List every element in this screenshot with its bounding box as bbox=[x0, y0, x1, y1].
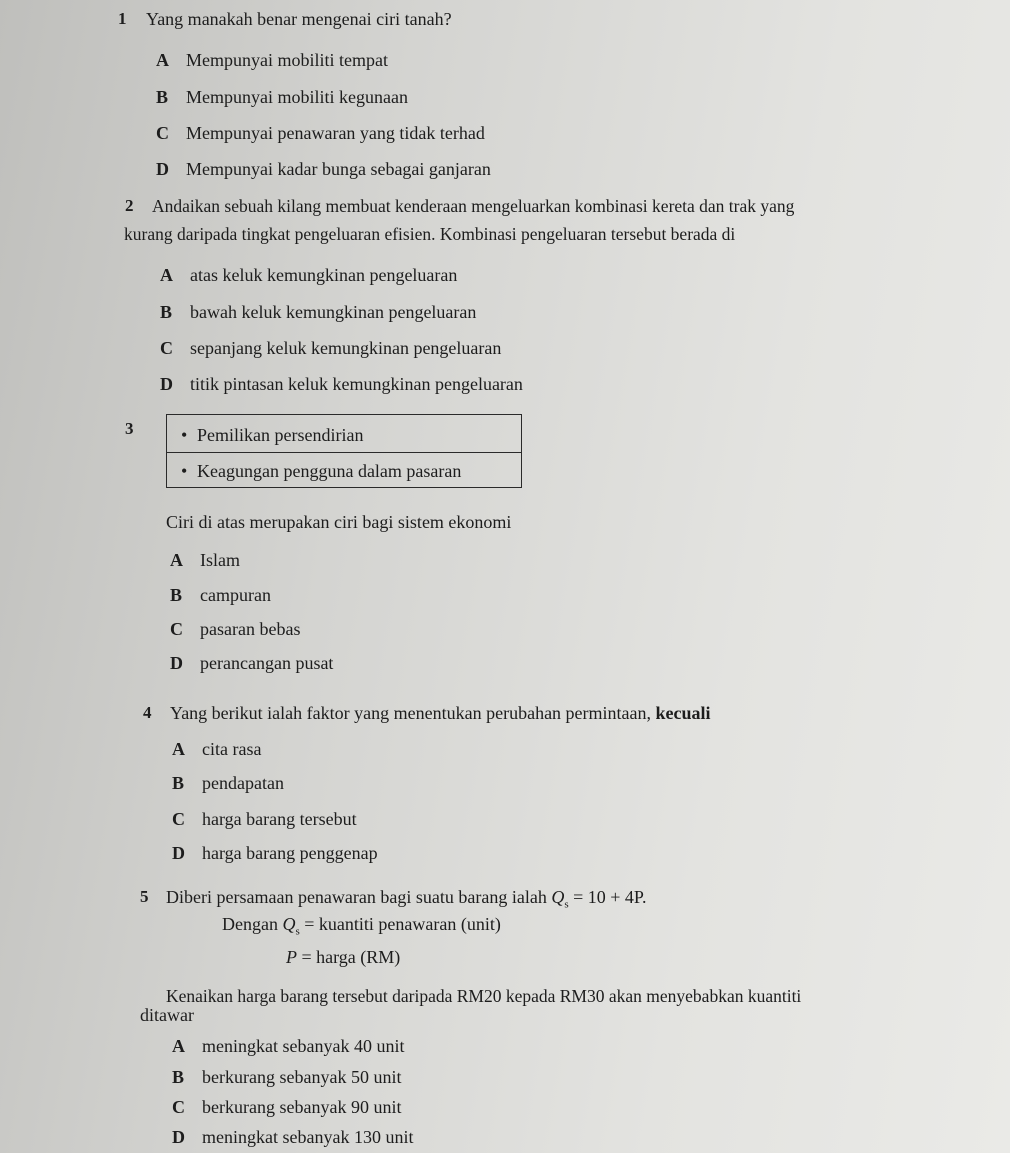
option-text: campuran bbox=[200, 585, 271, 605]
q4-option-b[interactable] bbox=[172, 772, 284, 794]
option-letter: C bbox=[156, 123, 169, 143]
option-text: Mempunyai mobiliti tempat bbox=[186, 50, 388, 70]
q5-option-c[interactable] bbox=[172, 1096, 401, 1118]
option-text: berkurang sebanyak 90 unit bbox=[202, 1097, 402, 1117]
definition-p-text: = harga (RM) bbox=[301, 947, 401, 967]
option-text: titik pintasan keluk kemungkinan pengeluaran bbox=[190, 374, 523, 394]
q1-option-b[interactable] bbox=[156, 86, 408, 108]
option-text: bawah keluk kemungkinan pengeluaran bbox=[190, 302, 477, 322]
feature-bullet-1 bbox=[181, 424, 363, 446]
q3-option-b[interactable] bbox=[170, 584, 271, 606]
option-text: atas keluk kemungkinan pengeluaran bbox=[190, 265, 458, 285]
q4-option-c[interactable] bbox=[172, 808, 357, 830]
definition-line-1 bbox=[222, 913, 501, 943]
option-letter: B bbox=[172, 773, 185, 793]
bullet-dot: • bbox=[181, 461, 188, 481]
question-3-text: Ciri di atas merupakan ciri bagi sistem ekonomi bbox=[166, 512, 512, 532]
option-letter: A bbox=[172, 1036, 185, 1056]
option-letter: B bbox=[156, 87, 169, 107]
definition-subscript: s bbox=[295, 925, 300, 938]
option-letter: A bbox=[172, 739, 185, 759]
question-5-number: 5 bbox=[140, 887, 149, 906]
question-5-text-main: Diberi persamaan penawaran bagi suatu barang ialah bbox=[166, 887, 547, 907]
feature-bullet-2 bbox=[181, 460, 461, 482]
q4-option-d[interactable] bbox=[172, 842, 378, 864]
option-text: Mempunyai kadar bunga sebagai ganjaran bbox=[186, 159, 491, 179]
question-3-number: 3 bbox=[125, 419, 134, 438]
question-4-text-main: Yang berikut ialah faktor yang menentukan perubahan permintaan, bbox=[170, 703, 652, 723]
question-2-text-line2: kurang daripada tingkat pengeluaran efisien. Kombinasi pengeluaran tersebut berada di bbox=[124, 224, 736, 244]
dengan-label: Dengan bbox=[222, 914, 278, 934]
question-1-number: 1 bbox=[118, 9, 127, 28]
q2-option-a[interactable] bbox=[160, 264, 457, 286]
option-text: Mempunyai penawaran yang tidak terhad bbox=[186, 123, 485, 143]
question-2-text-line1: Andaikan sebuah kilang membuat kenderaan mengeluarkan kombinasi kereta dan trak yang bbox=[152, 196, 795, 216]
option-text: Mempunyai mobiliti kegunaan bbox=[186, 87, 408, 107]
q5-option-d[interactable] bbox=[172, 1126, 413, 1148]
option-text: harga barang tersebut bbox=[202, 809, 357, 829]
question-5-text2-line1: Kenaikan harga barang tersebut daripada RM20 kepada RM30 akan menyebabkan kuantiti bbox=[166, 986, 802, 1006]
option-letter: A bbox=[156, 50, 169, 70]
option-text: Islam bbox=[200, 550, 240, 570]
option-letter: D bbox=[170, 653, 183, 673]
q5-option-a[interactable] bbox=[172, 1035, 404, 1057]
question-2-number: 2 bbox=[125, 196, 134, 215]
option-letter: C bbox=[160, 338, 173, 358]
equation-rhs: = 10 + 4P. bbox=[573, 887, 647, 907]
q2-option-c[interactable] bbox=[160, 337, 501, 359]
option-letter: D bbox=[172, 843, 185, 863]
features-box bbox=[166, 414, 522, 488]
option-text: sepanjang keluk kemungkinan pengeluaran bbox=[190, 338, 502, 358]
question-4-number: 4 bbox=[143, 703, 152, 722]
option-text: meningkat sebanyak 130 unit bbox=[202, 1127, 414, 1147]
option-text: berkurang sebanyak 50 unit bbox=[202, 1067, 402, 1087]
option-letter: A bbox=[160, 265, 173, 285]
question-5-text2-line2: ditawar bbox=[140, 1005, 194, 1025]
q2-option-b[interactable] bbox=[160, 301, 476, 323]
q3-option-c[interactable] bbox=[170, 618, 300, 640]
option-letter: B bbox=[172, 1067, 185, 1087]
option-letter: A bbox=[170, 550, 183, 570]
q2-option-d[interactable] bbox=[160, 373, 523, 395]
question-5-text bbox=[166, 886, 646, 916]
equation-subscript: s bbox=[564, 898, 569, 911]
option-text: cita rasa bbox=[202, 739, 262, 759]
option-letter: C bbox=[172, 809, 185, 829]
option-text: meningkat sebanyak 40 unit bbox=[202, 1036, 405, 1056]
option-letter: B bbox=[160, 302, 173, 322]
option-text: perancangan pusat bbox=[200, 653, 334, 673]
option-text: pasaran bebas bbox=[200, 619, 301, 639]
question-4-text bbox=[170, 702, 711, 724]
option-letter: B bbox=[170, 585, 183, 605]
option-letter: C bbox=[172, 1097, 185, 1117]
option-text: harga barang penggenap bbox=[202, 843, 378, 863]
option-letter: D bbox=[156, 159, 169, 179]
question-1-text: Yang manakah benar mengenai ciri tanah? bbox=[146, 9, 452, 29]
option-text: pendapatan bbox=[202, 773, 284, 793]
q1-option-a[interactable] bbox=[156, 49, 388, 71]
definition-variable-q: Q bbox=[282, 914, 296, 934]
q3-option-d[interactable] bbox=[170, 652, 333, 674]
q1-option-d[interactable] bbox=[156, 158, 491, 180]
option-letter: D bbox=[172, 1127, 185, 1147]
bullet-dot: • bbox=[181, 425, 188, 445]
question-4-text-emphasis: kecuali bbox=[655, 703, 711, 723]
definition-line-2 bbox=[286, 946, 400, 968]
definition-q-text: = kuantiti penawaran (unit) bbox=[304, 914, 501, 934]
option-letter: D bbox=[160, 374, 173, 394]
q4-option-a[interactable] bbox=[172, 738, 261, 760]
feature-text: Keagungan pengguna dalam pasaran bbox=[197, 461, 462, 481]
q1-option-c[interactable] bbox=[156, 122, 485, 144]
definition-variable-p: P bbox=[286, 947, 297, 967]
option-letter: C bbox=[170, 619, 183, 639]
feature-text: Pemilikan persendirian bbox=[197, 425, 364, 445]
box-divider bbox=[167, 452, 521, 453]
q3-option-a[interactable] bbox=[170, 549, 240, 571]
equation-variable-q: Q bbox=[551, 887, 565, 907]
q5-option-b[interactable] bbox=[172, 1066, 401, 1088]
